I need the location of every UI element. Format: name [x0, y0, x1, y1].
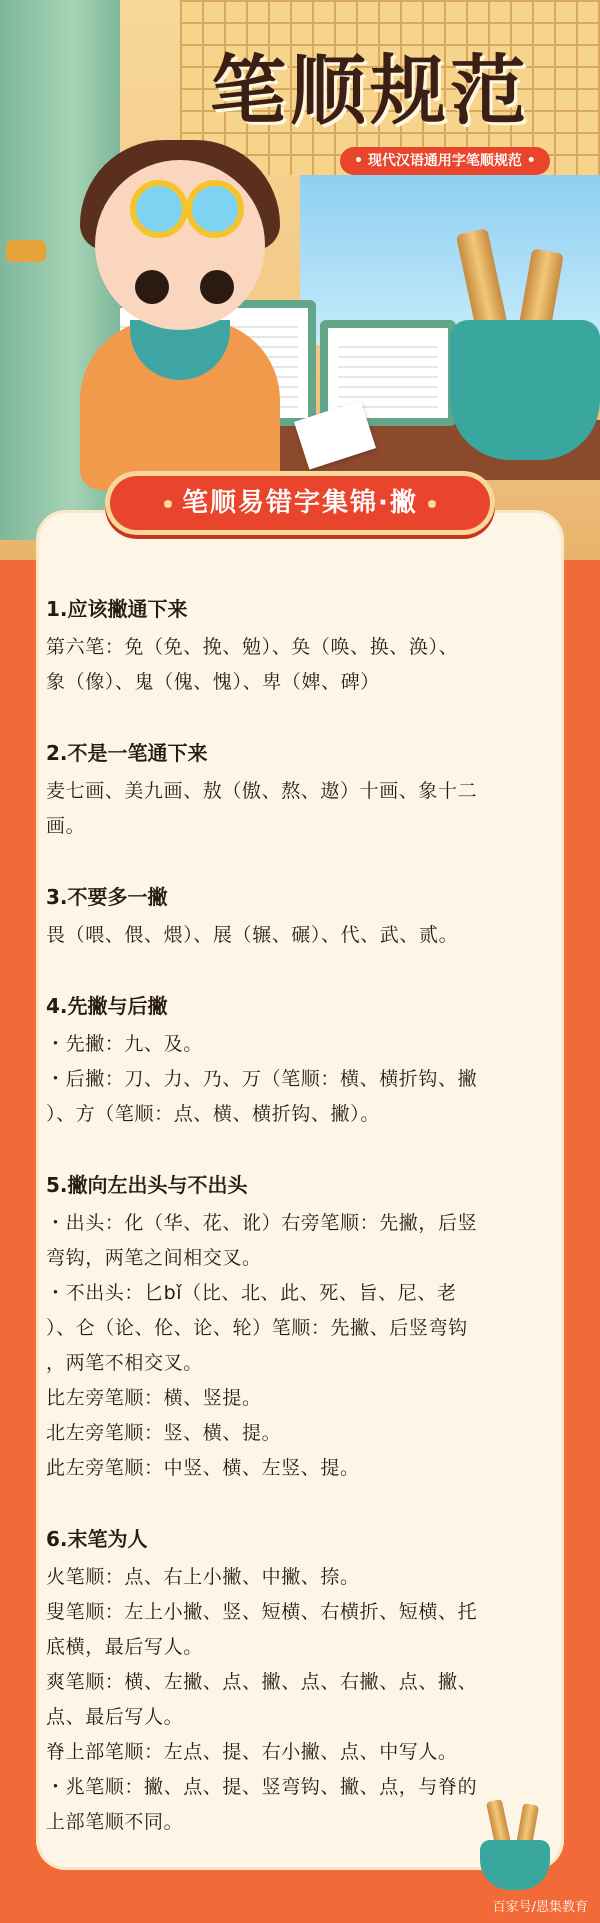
section-title: 5.撇向左出头与不出头 — [46, 1173, 248, 1197]
curtain-tie — [6, 240, 46, 262]
section — [46, 1524, 546, 1840]
content-list — [46, 594, 546, 1878]
section-line: 象（像）、鬼（傀、愧）、卑（婢、碑） — [46, 671, 380, 693]
section — [46, 882, 546, 953]
dot-icon — [428, 500, 436, 508]
section-line: ）、仑（论、伦、论、轮）笔顺：先撇、后竖弯钩 — [46, 1317, 468, 1339]
section-line: 上部笔顺不同。 — [46, 1811, 184, 1833]
section-line: 此左旁笔顺：中竖、横、左竖、提。 — [46, 1457, 360, 1479]
dot-icon — [164, 500, 172, 508]
section-line: ・不出头：匕bǐ（比、北、此、死、旨、尼、老 — [46, 1282, 457, 1304]
page-title: 笔顺规范 — [210, 46, 530, 135]
section-banner — [110, 476, 490, 530]
character-eye — [200, 270, 234, 304]
section-line: ・先撇：九、及。 — [46, 1033, 203, 1055]
content-card — [36, 510, 564, 1870]
section-title: 1.应该撇通下来 — [46, 597, 188, 621]
section-title: 6.末笔为人 — [46, 1527, 148, 1551]
section — [46, 991, 546, 1132]
section-line: ・兆笔顺：撇、点、提、竖弯钩、撇、点，与脊的 — [46, 1776, 478, 1798]
section-line: 叟笔顺：左上小撇、竖、短横、右横折、短横、托 — [46, 1601, 478, 1623]
section-line: 北左旁笔顺：竖、横、提。 — [46, 1422, 282, 1444]
section — [46, 1170, 546, 1486]
watermark: 百家号/恩集教育 — [492, 1900, 588, 1915]
section-line: 第六笔：免（免、挽、勉）、奂（唤、换、涣）、 — [46, 636, 459, 658]
goggles-icon — [130, 180, 240, 230]
section-line: ，两笔不相交叉。 — [46, 1352, 203, 1374]
section-line: 弯钩，两笔之间相交叉。 — [46, 1247, 262, 1269]
section-line: 脊上部笔顺：左点、提、右小撇、点、中写人。 — [46, 1741, 458, 1763]
section-line: ・后撇：刀、力、乃、万（笔顺：横、横折钩、撇 — [46, 1068, 478, 1090]
section-line: 爽笔顺：横、左撇、点、撇、点、右撇、点、撇、 — [46, 1671, 478, 1693]
scroll-pot-icon — [470, 1800, 560, 1890]
section-title: 3.不要多一撇 — [46, 885, 168, 909]
section-line: 麦七画、美九画、敖（傲、熬、遨）十画、象十二 — [46, 780, 478, 802]
section-line: ・出头：化（华、花、讹）右旁笔顺：先撇，后竖 — [46, 1212, 478, 1234]
banner-text: 笔顺易错字集锦·撇 — [182, 488, 418, 518]
section-title: 4.先撇与后撇 — [46, 994, 168, 1018]
section — [46, 594, 546, 700]
section-line: 画。 — [46, 815, 86, 837]
page-subtitle: • 现代汉语通用字笔顺规范 • — [340, 147, 550, 175]
section-line: 比左旁笔顺：横、竖提。 — [46, 1387, 262, 1409]
section-line: ）、方（笔顺：点、横、横折钩、撇）。 — [46, 1103, 380, 1125]
section-line: 畏（喂、偎、煨）、展（辗、碾）、代、武、贰。 — [46, 924, 459, 946]
section-title: 2.不是一笔通下来 — [46, 741, 208, 765]
section-line: 底横，最后写人。 — [46, 1636, 203, 1658]
section-line: 点、最后写人。 — [46, 1706, 184, 1728]
scroll-pot — [450, 320, 600, 460]
section — [46, 738, 546, 844]
section-line: 火笔顺：点、右上小撇、中撇、捺。 — [46, 1566, 360, 1588]
character-eye — [135, 270, 169, 304]
